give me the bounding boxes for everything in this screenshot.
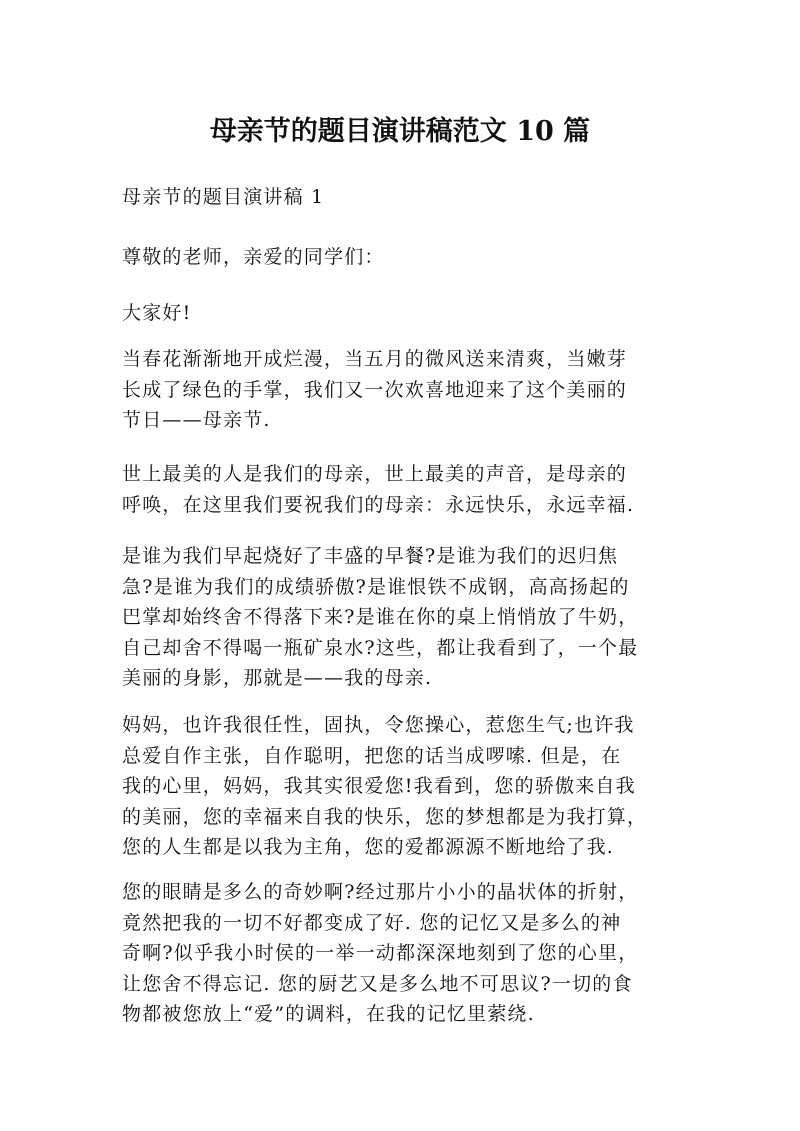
paragraph-line: 呼唤，在这里我们要祝我们的母亲：永远快乐，永远幸福. [122,493,635,516]
salutation: 尊敬的老师，亲爱的同学们： [122,246,385,268]
paragraph-line: 当春花渐渐地开成烂漫，当五月的微风送来清爽，当嫩芽 [122,348,628,370]
paragraph-5 [122,877,682,1030]
paragraph-line: 您的人生都是以我为主角，您的爱都源源不断地给了我. [122,836,615,858]
paragraph-1 [122,344,682,436]
greeting: 大家好! [122,302,192,324]
paragraph-line: 奇啊?似乎我小时侯的一举一动都深深地刻到了您的心里， [122,942,639,964]
paragraph-line: 让您舍不得忘记. 您的厨艺又是多么地不可思议?一切的食 [122,972,633,995]
paragraph-line: 巴掌却始终舍不得落下来?是谁在你的桌上悄悄放了牛奶， [122,606,639,628]
paragraph-line: 您的眼睛是多么的奇妙啊?经过那片小小的晶状体的折射， [122,881,639,903]
paragraph-3 [122,541,682,694]
paragraph-line: 美丽的身影，那就是——我的母亲. [122,667,433,689]
paragraph-line: 竟然把我的一切不好都变成了好. 您的记忆又是多么的神 [122,911,622,934]
paragraph-line: 是谁为我们早起烧好了丰盛的早餐?是谁为我们的迟归焦 [122,545,619,567]
paragraph-line: 的美丽，您的幸福来自我的快乐，您的梦想都是为我打算， [122,805,648,828]
paragraph-line: 急?是谁为我们的成绩骄傲?是谁恨铁不成钢，高高扬起的 [122,575,630,598]
section-heading: 母亲节的题目演讲稿 1 [122,186,325,208]
paragraph-line: 长成了绿色的手掌，我们又一次欢喜地迎来了这个美丽的 [122,378,628,401]
paragraph-line: 总爱自作主张，自作聪明，把您的话当成啰嗦. 但是，在 [122,744,622,767]
paragraph-2 [122,459,682,520]
paragraph-line: 物都被您放上“爱”的调料，在我的记忆里萦绕. [122,1003,535,1025]
paragraph-line: 节日——母亲节. [122,409,271,431]
paragraph-line: 世上最美的人是我们的母亲，世上最美的声音，是母亲的 [122,463,628,485]
paragraph-line: 我的心里，妈妈，我其实很爱您!我看到，您的骄傲来自我 [122,775,636,797]
paragraph-line: 妈妈，也许我很任性，固执，令您操心，惹您生气;也许我 [122,714,635,736]
paragraph-4 [122,710,682,863]
document-title: 母亲节的题目演讲稿范文 10 篇 [209,116,591,147]
paragraph-line: 自己却舍不得喝一瓶矿泉水?这些，都让我看到了，一个最 [122,636,639,659]
